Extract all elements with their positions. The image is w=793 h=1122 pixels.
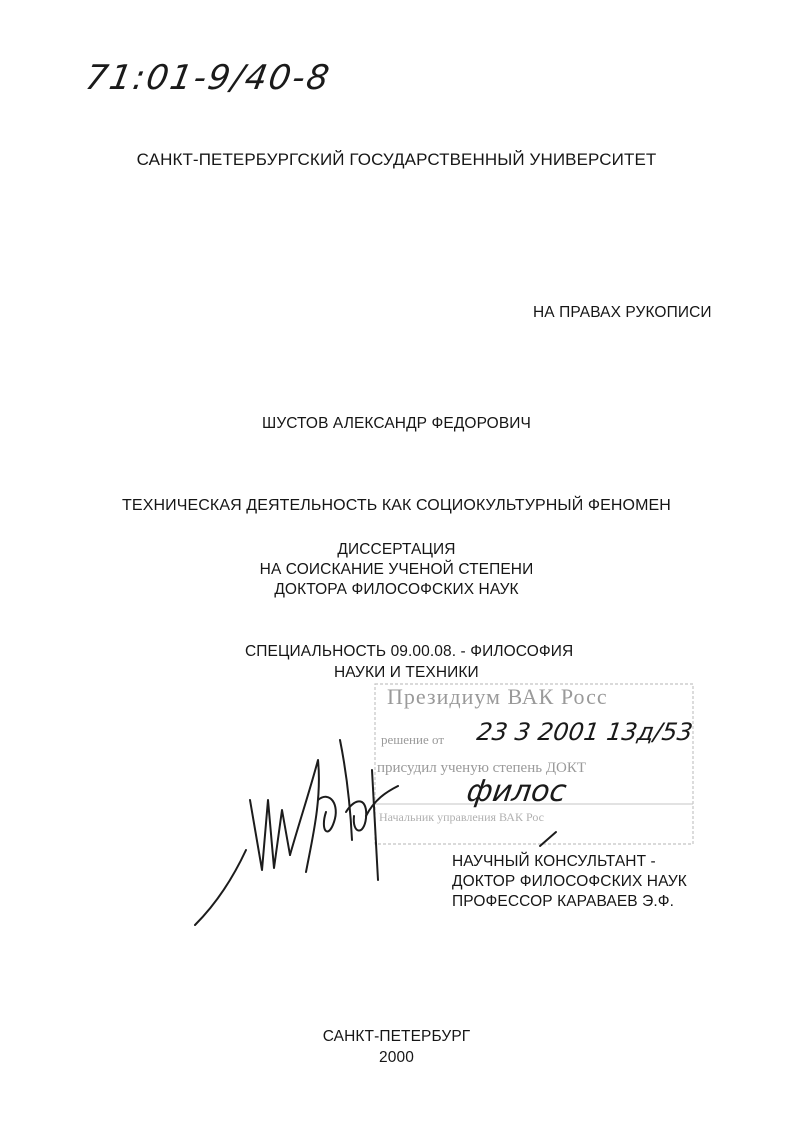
- stamp-line-4: Начальник управления ВАК Рос: [379, 810, 544, 824]
- author-name: ШУСТОВ АЛЕКСАНДР ФЕДОРОВИЧ: [262, 415, 531, 432]
- stamp-handwritten-date: 23 3 2001 13д/53: [475, 718, 695, 746]
- consultant-line-2: ДОКТОР ФИЛОСОФСКИХ НАУК: [452, 873, 687, 890]
- university-name: САНКТ-ПЕТЕРБУРГСКИЙ ГОСУДАРСТВЕННЫЙ УНИВЕРСИТЕТ: [136, 150, 657, 169]
- dissertation-title: ТЕХНИЧЕСКАЯ ДЕЯТЕЛЬНОСТЬ КАК СОЦИОКУЛЬТУРНЫЙ ФЕНОМЕН: [122, 497, 671, 514]
- degree-line-2: НА СОИСКАНИЕ УЧЕНОЙ СТЕПЕНИ: [259, 561, 534, 578]
- specialty-line-1: СПЕЦИАЛЬНОСТЬ 09.00.08. - ФИЛОСОФИЯ: [245, 643, 574, 660]
- stamp-line-2: решение от: [381, 732, 444, 747]
- manuscript-rights: НА ПРАВАХ РУКОПИСИ: [533, 304, 712, 321]
- city: САНКТ-ПЕТЕРБУРГ: [322, 1028, 471, 1045]
- stamp-line-3: присудил ученую степень ДОКТ: [377, 760, 587, 776]
- degree-line-3: ДОКТОРА ФИЛОСОФСКИХ НАУК: [274, 581, 519, 598]
- stamp-handwritten-field: филос: [464, 774, 569, 809]
- stamp-line-1: Президиум ВАК Росс: [387, 684, 608, 709]
- archive-code: 71:01-9/40-8: [82, 58, 335, 98]
- consultant-line-3: ПРОФЕССОР КАРАВАЕВ Э.Ф.: [452, 893, 675, 910]
- year: 2000: [379, 1049, 414, 1066]
- specialty-line-2: НАУКИ И ТЕХНИКИ: [334, 664, 479, 681]
- consultant-line-1: НАУЧНЫЙ КОНСУЛЬТАНТ -: [452, 853, 656, 870]
- degree-line-1: ДИССЕРТАЦИЯ: [337, 541, 456, 558]
